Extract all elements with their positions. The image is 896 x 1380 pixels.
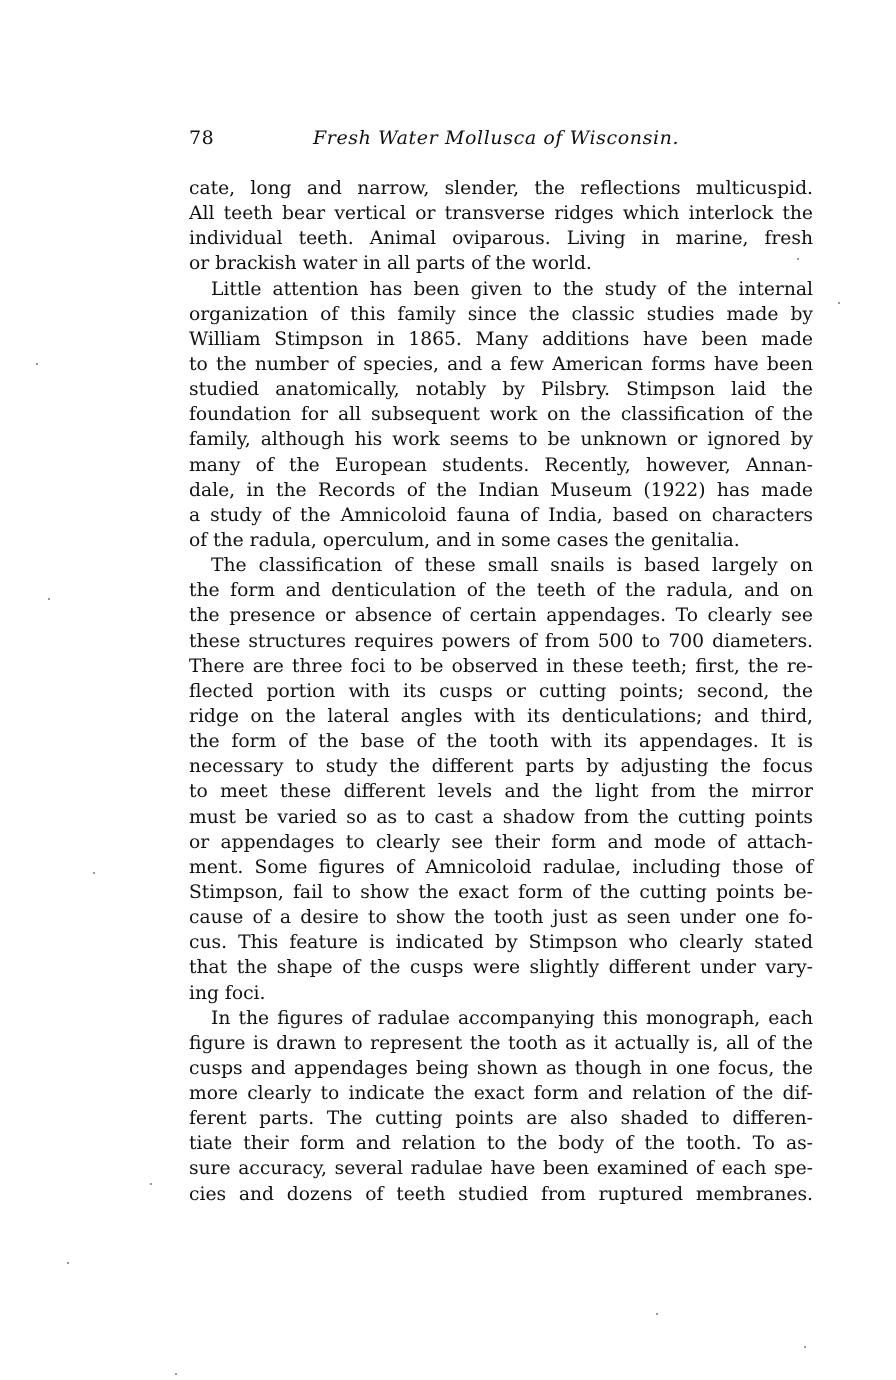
text-line: ing foci. [189, 982, 266, 1004]
text-line: cies and dozens of teeth studied from ruptured membranes. [189, 1183, 813, 1205]
scan-speck [48, 598, 50, 600]
text-line: cause of a desire to show the tooth just as seen under one fo- [189, 907, 813, 929]
text-line: or brackish water in all parts of the world. [189, 253, 592, 275]
scan-speck [67, 1262, 69, 1264]
text-line: the form of the base of the tooth with its appendages. It is [189, 731, 813, 753]
text-line: more clearly to indicate the exact form and relation of the dif- [189, 1083, 813, 1105]
text-line: William Stimpson in 1865. Many additions have been made [189, 328, 813, 350]
text-line: foundation for all subsequent work on the classification of the [189, 404, 813, 426]
text-line: Little attention has been given to the study of the internal [211, 278, 813, 300]
text-line: organization of this family since the classic studies made by [189, 303, 813, 325]
scan-speck [175, 1373, 177, 1375]
text-line: flected portion with its cusps or cutting points; second, the [189, 680, 813, 702]
page-number: 78 [189, 127, 215, 149]
text-line: these structures requires powers of from 500 to 700 diameters. [189, 630, 813, 652]
text-line: many of the European students. Recently, however, Annan- [189, 454, 813, 476]
text-line: of the radula, operculum, and in some cases the genitalia. [189, 529, 740, 551]
text-line: must be varied so as to cast a shadow from the cutting points [189, 806, 813, 828]
paragraph [189, 277, 813, 554]
text-line: ridge on the lateral angles with its denticulations; and third, [189, 705, 813, 727]
text-line: cusps and appendages being shown as though in one focus, the [189, 1057, 813, 1079]
text-line: family, although his work seems to be unknown or ignored by [189, 429, 813, 451]
text-line: a study of the Amnicoloid fauna of India, based on characters [189, 504, 813, 526]
text-line: or appendages to clearly see their form and mode of attach- [189, 831, 813, 853]
scan-speck [797, 258, 799, 260]
scan-speck [804, 1346, 806, 1348]
scan-speck [36, 363, 38, 365]
body-text [189, 176, 813, 1207]
text-line: that the shape of the cusps were slightly different under vary- [189, 957, 813, 979]
paragraph [189, 1006, 813, 1207]
text-line: studied anatomically, notably by Pilsbry. Stimpson laid the [189, 379, 813, 401]
text-line: the form and denticulation of the teeth of the radula, and on [189, 580, 813, 602]
text-line: All teeth bear vertical or transverse ridges which interlock the [189, 203, 813, 225]
text-line: cate, long and narrow, slender, the reflections multicuspid. [189, 178, 813, 199]
text-line: The classification of these small snails is based largely on [211, 555, 813, 577]
text-line: individual teeth. Animal oviparous. Living in marine, fresh [189, 228, 813, 250]
running-head [189, 127, 813, 155]
text-line: figure is drawn to represent the tooth as it actually is, all of the [189, 1032, 813, 1054]
text-line: In the figures of radulae accompanying this monograph, each [211, 1007, 813, 1029]
text-line: There are three foci to be observed in these teeth; first, the re- [189, 655, 813, 677]
text-line: necessary to study the different parts by adjusting the focus [189, 756, 813, 778]
text-line: tiate their form and relation to the body of the tooth. To as- [189, 1133, 813, 1155]
text-line: ferent parts. The cutting points are also shaded to differen- [189, 1108, 813, 1130]
text-line: dale, in the Records of the Indian Museum (1922) has made [189, 479, 813, 501]
paragraph [189, 176, 813, 277]
text-line: Stimpson, fail to show the exact form of the cutting points be- [189, 881, 813, 903]
text-line: sure accuracy, several radulae have been examined of each spe- [189, 1158, 813, 1180]
scan-speck [93, 872, 95, 874]
scan-speck [838, 302, 840, 304]
paragraph [189, 553, 813, 1006]
text-line: the presence or absence of certain appendages. To clearly see [189, 605, 813, 627]
running-title: Fresh Water Mollusca of Wisconsin. [313, 127, 680, 149]
text-line: cus. This feature is indicated by Stimpson who clearly stated [189, 932, 813, 954]
text-line: to meet these different levels and the light from the mirror [189, 781, 813, 803]
scan-speck [150, 1183, 152, 1185]
text-line: to the number of species, and a few American forms have been [189, 353, 813, 375]
text-line: ment. Some figures of Amnicoloid radulae, including those of [189, 856, 813, 878]
scan-speck [656, 1313, 658, 1315]
